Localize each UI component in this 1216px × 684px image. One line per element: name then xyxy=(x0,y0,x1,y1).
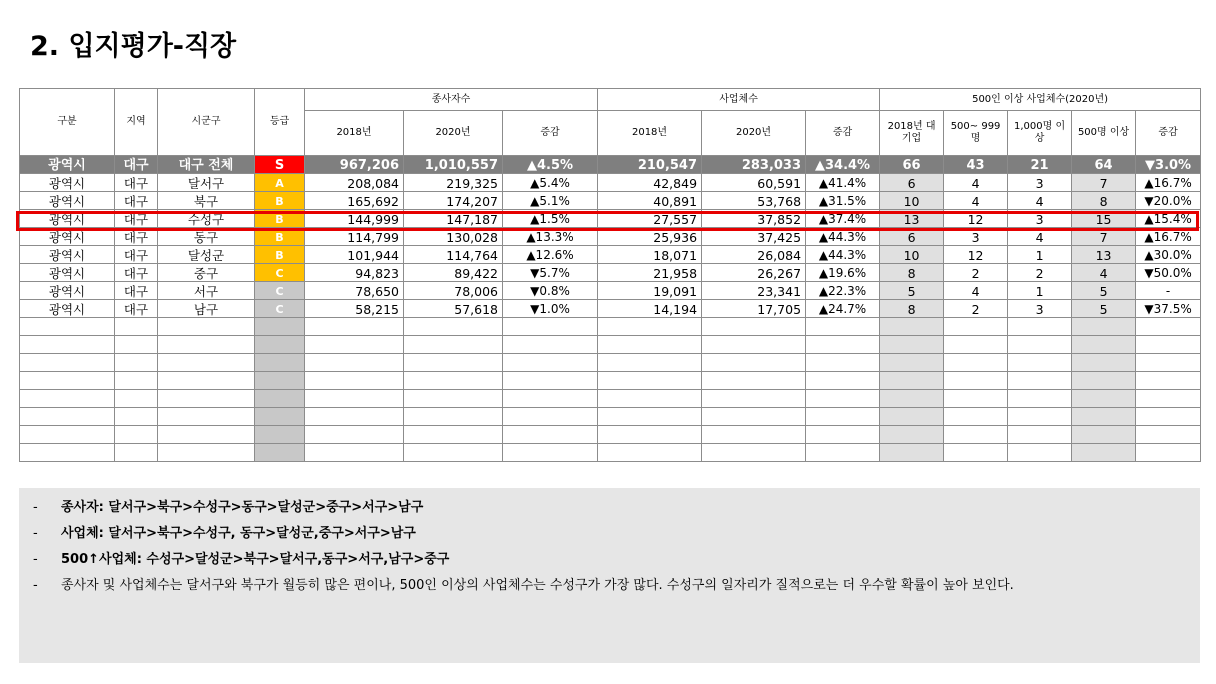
cell-gubun: 광역시 xyxy=(20,174,115,192)
cell-grade: S xyxy=(255,156,305,174)
table-row xyxy=(20,192,1201,210)
empty-cell xyxy=(1072,426,1136,444)
cell-district: 남구 xyxy=(158,300,255,318)
cell-district: 달성군 xyxy=(158,246,255,264)
cell-gubun: 광역시 xyxy=(20,210,115,228)
cell-big1000: 2 xyxy=(1008,264,1072,282)
cell-district: 대구 전체 xyxy=(158,156,255,174)
empty-row xyxy=(20,354,1201,372)
empty-cell xyxy=(115,444,158,462)
empty-cell xyxy=(115,426,158,444)
empty-row xyxy=(20,444,1201,462)
empty-cell xyxy=(20,336,115,354)
cell-w2020: 57,618 xyxy=(404,300,503,318)
empty-cell xyxy=(806,408,880,426)
note-big-businesses: - 500↑사업체: 수성구>달성군>북구>달서구,동구>서구,남구>중구 xyxy=(33,552,450,567)
empty-cell xyxy=(503,444,598,462)
empty-cell xyxy=(1136,354,1201,372)
header-grade: 등급 xyxy=(255,89,305,156)
cell-w2020: 78,006 xyxy=(404,282,503,300)
table-row xyxy=(20,228,1201,246)
empty-cell xyxy=(598,336,702,354)
empty-cell xyxy=(1136,336,1201,354)
cell-b2020: 283,033 xyxy=(702,156,806,174)
cell-big500p: 7 xyxy=(1072,174,1136,192)
cell-bchg: ▲37.4% xyxy=(806,210,880,228)
cell-bchg: ▲24.7% xyxy=(806,300,880,318)
cell-region: 대구 xyxy=(115,246,158,264)
empty-cell xyxy=(702,444,806,462)
empty-cell xyxy=(20,390,115,408)
note-summary: - 종사자 및 사업체수는 달서구와 북구가 월등히 많은 편이나, 500인 이상의 사업체수는 수성구가 가장 많다. 수성구의 일자리가 질적으로는 더 우수할 확률이 높아 보인다. xyxy=(33,578,1014,593)
empty-cell xyxy=(305,372,404,390)
cell-big500p: 15 xyxy=(1072,210,1136,228)
empty-cell xyxy=(255,372,305,390)
empty-cell xyxy=(158,444,255,462)
cell-big500: 4 xyxy=(944,174,1008,192)
empty-cell xyxy=(305,318,404,336)
empty-cell xyxy=(158,354,255,372)
cell-big500: 2 xyxy=(944,300,1008,318)
empty-cell xyxy=(305,408,404,426)
empty-cell xyxy=(944,408,1008,426)
table-row xyxy=(20,300,1201,318)
cell-w2020: 1,010,557 xyxy=(404,156,503,174)
empty-cell xyxy=(20,318,115,336)
empty-cell xyxy=(702,318,806,336)
cell-grade: C xyxy=(255,264,305,282)
header-workers-group: 종사자수 xyxy=(305,89,598,111)
cell-big500: 12 xyxy=(944,210,1008,228)
cell-w2020: 147,187 xyxy=(404,210,503,228)
header-biz-change: 증감 xyxy=(806,111,880,156)
cell-b2020: 26,267 xyxy=(702,264,806,282)
empty-cell xyxy=(806,354,880,372)
header-workers-change: 증감 xyxy=(503,111,598,156)
empty-cell xyxy=(806,372,880,390)
header-workers-2018: 2018년 xyxy=(305,111,404,156)
empty-cell xyxy=(598,354,702,372)
cell-grade: B xyxy=(255,228,305,246)
empty-cell xyxy=(1008,390,1072,408)
cell-big2018: 5 xyxy=(880,282,944,300)
empty-cell xyxy=(880,372,944,390)
cell-w2018: 208,084 xyxy=(305,174,404,192)
cell-wchg: ▲1.5% xyxy=(503,210,598,228)
empty-cell xyxy=(944,372,1008,390)
empty-cell xyxy=(158,372,255,390)
cell-w2018: 165,692 xyxy=(305,192,404,210)
empty-cell xyxy=(598,426,702,444)
cell-big500p: 13 xyxy=(1072,246,1136,264)
empty-cell xyxy=(404,318,503,336)
empty-cell xyxy=(158,390,255,408)
cell-b2020: 17,705 xyxy=(702,300,806,318)
empty-cell xyxy=(702,390,806,408)
cell-big2018: 8 xyxy=(880,264,944,282)
empty-cell xyxy=(404,336,503,354)
cell-bigchg: ▼20.0% xyxy=(1136,192,1201,210)
cell-big500p: 64 xyxy=(1072,156,1136,174)
cell-b2018: 210,547 xyxy=(598,156,702,174)
empty-cell xyxy=(115,318,158,336)
empty-cell xyxy=(702,336,806,354)
empty-cell xyxy=(1072,408,1136,426)
empty-cell xyxy=(158,318,255,336)
empty-cell xyxy=(158,336,255,354)
empty-cell xyxy=(598,390,702,408)
empty-cell xyxy=(1072,444,1136,462)
cell-big500: 4 xyxy=(944,192,1008,210)
empty-cell xyxy=(115,390,158,408)
empty-cell xyxy=(944,336,1008,354)
empty-cell xyxy=(404,372,503,390)
empty-cell xyxy=(702,426,806,444)
table-row xyxy=(20,174,1201,192)
header-big-change: 증감 xyxy=(1136,111,1201,156)
cell-w2018: 94,823 xyxy=(305,264,404,282)
cell-big500p: 5 xyxy=(1072,300,1136,318)
cell-b2020: 60,591 xyxy=(702,174,806,192)
cell-big1000: 3 xyxy=(1008,300,1072,318)
cell-gubun: 광역시 xyxy=(20,156,115,174)
cell-grade: B xyxy=(255,192,305,210)
empty-cell xyxy=(255,408,305,426)
empty-cell xyxy=(880,426,944,444)
cell-big1000: 21 xyxy=(1008,156,1072,174)
empty-cell xyxy=(806,444,880,462)
cell-district: 북구 xyxy=(158,192,255,210)
table-row xyxy=(20,210,1201,228)
empty-cell xyxy=(305,390,404,408)
cell-big1000: 4 xyxy=(1008,228,1072,246)
cell-big500p: 5 xyxy=(1072,282,1136,300)
empty-cell xyxy=(806,336,880,354)
cell-wchg: ▲12.6% xyxy=(503,246,598,264)
cell-gubun: 광역시 xyxy=(20,228,115,246)
header-big-2018: 2018년 대기업 xyxy=(880,111,944,156)
empty-row xyxy=(20,372,1201,390)
cell-bchg: ▲44.3% xyxy=(806,228,880,246)
cell-big500: 43 xyxy=(944,156,1008,174)
header-district: 시군구 xyxy=(158,89,255,156)
cell-bchg: ▲22.3% xyxy=(806,282,880,300)
empty-cell xyxy=(880,318,944,336)
cell-big500: 4 xyxy=(944,282,1008,300)
header-biz-group: 사업체수 xyxy=(598,89,880,111)
empty-cell xyxy=(404,444,503,462)
empty-cell xyxy=(1008,336,1072,354)
cell-big1000: 3 xyxy=(1008,210,1072,228)
cell-region: 대구 xyxy=(115,264,158,282)
empty-cell xyxy=(702,372,806,390)
cell-bigchg: ▼50.0% xyxy=(1136,264,1201,282)
cell-grade: B xyxy=(255,246,305,264)
empty-cell xyxy=(1008,444,1072,462)
header-big-biz-group: 500인 이상 사업체수(2020년) xyxy=(880,89,1201,111)
cell-wchg: ▼5.7% xyxy=(503,264,598,282)
cell-bchg: ▲41.4% xyxy=(806,174,880,192)
header-biz-2020: 2020년 xyxy=(702,111,806,156)
empty-cell xyxy=(1072,372,1136,390)
cell-gubun: 광역시 xyxy=(20,246,115,264)
cell-wchg: ▲5.4% xyxy=(503,174,598,192)
cell-b2020: 53,768 xyxy=(702,192,806,210)
cell-region: 대구 xyxy=(115,282,158,300)
cell-b2018: 27,557 xyxy=(598,210,702,228)
table-body xyxy=(20,156,1201,462)
empty-row xyxy=(20,390,1201,408)
empty-cell xyxy=(255,336,305,354)
cell-w2018: 58,215 xyxy=(305,300,404,318)
empty-cell xyxy=(598,318,702,336)
empty-cell xyxy=(1072,336,1136,354)
cell-big500: 3 xyxy=(944,228,1008,246)
empty-cell xyxy=(1008,318,1072,336)
cell-region: 대구 xyxy=(115,174,158,192)
empty-cell xyxy=(115,372,158,390)
empty-cell xyxy=(305,336,404,354)
cell-region: 대구 xyxy=(115,300,158,318)
note-workers: - 종사자: 달서구>북구>수성구>동구>달성군>중구>서구>남구 xyxy=(33,500,424,515)
header-workers-2020: 2020년 xyxy=(404,111,503,156)
cell-big500p: 4 xyxy=(1072,264,1136,282)
table-row-total xyxy=(20,156,1201,174)
cell-bigchg: ▼37.5% xyxy=(1136,300,1201,318)
empty-cell xyxy=(20,408,115,426)
empty-cell xyxy=(20,372,115,390)
empty-cell xyxy=(503,426,598,444)
cell-bigchg: ▲16.7% xyxy=(1136,228,1201,246)
cell-gubun: 광역시 xyxy=(20,300,115,318)
cell-b2018: 25,936 xyxy=(598,228,702,246)
empty-cell xyxy=(598,372,702,390)
cell-w2018: 144,999 xyxy=(305,210,404,228)
empty-cell xyxy=(305,444,404,462)
cell-bchg: ▲19.6% xyxy=(806,264,880,282)
empty-cell xyxy=(503,390,598,408)
empty-cell xyxy=(503,354,598,372)
empty-cell xyxy=(1072,390,1136,408)
empty-cell xyxy=(255,390,305,408)
cell-big2018: 6 xyxy=(880,174,944,192)
empty-cell xyxy=(880,354,944,372)
cell-b2020: 26,084 xyxy=(702,246,806,264)
notes-box xyxy=(19,488,1200,663)
empty-cell xyxy=(305,354,404,372)
empty-cell xyxy=(598,444,702,462)
cell-big2018: 66 xyxy=(880,156,944,174)
cell-region: 대구 xyxy=(115,228,158,246)
empty-cell xyxy=(115,354,158,372)
empty-row xyxy=(20,336,1201,354)
cell-wchg: ▲4.5% xyxy=(503,156,598,174)
header-big-500plus: 500명 이상 xyxy=(1072,111,1136,156)
cell-big2018: 13 xyxy=(880,210,944,228)
empty-cell xyxy=(944,444,1008,462)
cell-b2018: 19,091 xyxy=(598,282,702,300)
page-title: 2. 입지평가-직장 xyxy=(30,31,237,62)
header-big-500: 500~ 999명 xyxy=(944,111,1008,156)
cell-bigchg: ▼3.0% xyxy=(1136,156,1201,174)
empty-cell xyxy=(1136,408,1201,426)
cell-big1000: 3 xyxy=(1008,174,1072,192)
empty-cell xyxy=(1136,390,1201,408)
empty-cell xyxy=(20,426,115,444)
header-region: 지역 xyxy=(115,89,158,156)
cell-wchg: ▼1.0% xyxy=(503,300,598,318)
empty-cell xyxy=(115,336,158,354)
empty-cell xyxy=(1136,444,1201,462)
empty-cell xyxy=(404,354,503,372)
cell-big2018: 8 xyxy=(880,300,944,318)
empty-cell xyxy=(1136,426,1201,444)
empty-cell xyxy=(255,426,305,444)
empty-cell xyxy=(404,408,503,426)
empty-cell xyxy=(1008,426,1072,444)
cell-b2018: 18,071 xyxy=(598,246,702,264)
cell-big1000: 1 xyxy=(1008,246,1072,264)
cell-b2018: 40,891 xyxy=(598,192,702,210)
empty-cell xyxy=(702,354,806,372)
cell-big500p: 7 xyxy=(1072,228,1136,246)
empty-cell xyxy=(503,336,598,354)
cell-b2020: 37,425 xyxy=(702,228,806,246)
cell-wchg: ▲5.1% xyxy=(503,192,598,210)
cell-w2020: 130,028 xyxy=(404,228,503,246)
empty-row xyxy=(20,408,1201,426)
empty-cell xyxy=(115,408,158,426)
empty-cell xyxy=(158,408,255,426)
cell-district: 동구 xyxy=(158,228,255,246)
empty-cell xyxy=(503,408,598,426)
cell-w2020: 174,207 xyxy=(404,192,503,210)
cell-grade: A xyxy=(255,174,305,192)
note-businesses: - 사업체: 달서구>북구>수성구, 동구>달성군,중구>서구>남구 xyxy=(33,526,416,541)
cell-bchg: ▲44.3% xyxy=(806,246,880,264)
cell-bigchg: ▲16.7% xyxy=(1136,174,1201,192)
cell-wchg: ▼0.8% xyxy=(503,282,598,300)
empty-cell xyxy=(1136,318,1201,336)
table-row xyxy=(20,246,1201,264)
empty-cell xyxy=(880,336,944,354)
empty-cell xyxy=(880,444,944,462)
cell-big500p: 8 xyxy=(1072,192,1136,210)
header-biz-2018: 2018년 xyxy=(598,111,702,156)
empty-cell xyxy=(255,354,305,372)
cell-big500: 2 xyxy=(944,264,1008,282)
cell-big2018: 10 xyxy=(880,246,944,264)
cell-big2018: 10 xyxy=(880,192,944,210)
cell-gubun: 광역시 xyxy=(20,192,115,210)
cell-gubun: 광역시 xyxy=(20,264,115,282)
cell-region: 대구 xyxy=(115,210,158,228)
empty-cell xyxy=(1072,318,1136,336)
empty-row xyxy=(20,426,1201,444)
empty-cell xyxy=(880,408,944,426)
empty-cell xyxy=(20,354,115,372)
cell-wchg: ▲13.3% xyxy=(503,228,598,246)
cell-big1000: 4 xyxy=(1008,192,1072,210)
cell-gubun: 광역시 xyxy=(20,282,115,300)
cell-district: 서구 xyxy=(158,282,255,300)
cell-district: 중구 xyxy=(158,264,255,282)
empty-cell xyxy=(404,390,503,408)
cell-big500: 12 xyxy=(944,246,1008,264)
header-big-1000: 1,000명 이상 xyxy=(1008,111,1072,156)
cell-w2018: 114,799 xyxy=(305,228,404,246)
empty-cell xyxy=(20,444,115,462)
empty-cell xyxy=(598,408,702,426)
cell-w2020: 219,325 xyxy=(404,174,503,192)
empty-cell xyxy=(702,408,806,426)
empty-cell xyxy=(1008,408,1072,426)
table-row xyxy=(20,282,1201,300)
empty-cell xyxy=(944,354,1008,372)
cell-w2020: 89,422 xyxy=(404,264,503,282)
cell-bchg: ▲34.4% xyxy=(806,156,880,174)
location-evaluation-table xyxy=(19,88,1201,462)
empty-row xyxy=(20,318,1201,336)
empty-cell xyxy=(158,426,255,444)
table-row xyxy=(20,264,1201,282)
empty-cell xyxy=(503,372,598,390)
cell-region: 대구 xyxy=(115,156,158,174)
cell-bigchg: ▲15.4% xyxy=(1136,210,1201,228)
cell-b2020: 23,341 xyxy=(702,282,806,300)
empty-cell xyxy=(404,426,503,444)
cell-w2018: 78,650 xyxy=(305,282,404,300)
cell-b2020: 37,852 xyxy=(702,210,806,228)
empty-cell xyxy=(1072,354,1136,372)
empty-cell xyxy=(255,318,305,336)
empty-cell xyxy=(305,426,404,444)
empty-cell xyxy=(1136,372,1201,390)
cell-b2018: 21,958 xyxy=(598,264,702,282)
cell-grade: C xyxy=(255,282,305,300)
cell-bigchg: ▲30.0% xyxy=(1136,246,1201,264)
empty-cell xyxy=(880,390,944,408)
empty-cell xyxy=(1008,354,1072,372)
cell-w2018: 967,206 xyxy=(305,156,404,174)
empty-cell xyxy=(944,390,1008,408)
empty-cell xyxy=(944,318,1008,336)
cell-grade: B xyxy=(255,210,305,228)
cell-bchg: ▲31.5% xyxy=(806,192,880,210)
empty-cell xyxy=(1008,372,1072,390)
empty-cell xyxy=(806,390,880,408)
cell-big1000: 1 xyxy=(1008,282,1072,300)
empty-cell xyxy=(503,318,598,336)
cell-district: 달서구 xyxy=(158,174,255,192)
empty-cell xyxy=(806,426,880,444)
cell-grade: C xyxy=(255,300,305,318)
header-gubun: 구분 xyxy=(20,89,115,156)
cell-b2018: 14,194 xyxy=(598,300,702,318)
cell-big2018: 6 xyxy=(880,228,944,246)
empty-cell xyxy=(806,318,880,336)
cell-b2018: 42,849 xyxy=(598,174,702,192)
cell-w2020: 114,764 xyxy=(404,246,503,264)
empty-cell xyxy=(944,426,1008,444)
empty-cell xyxy=(255,444,305,462)
cell-w2018: 101,944 xyxy=(305,246,404,264)
cell-district: 수성구 xyxy=(158,210,255,228)
cell-region: 대구 xyxy=(115,192,158,210)
cell-bigchg: - xyxy=(1136,282,1201,300)
